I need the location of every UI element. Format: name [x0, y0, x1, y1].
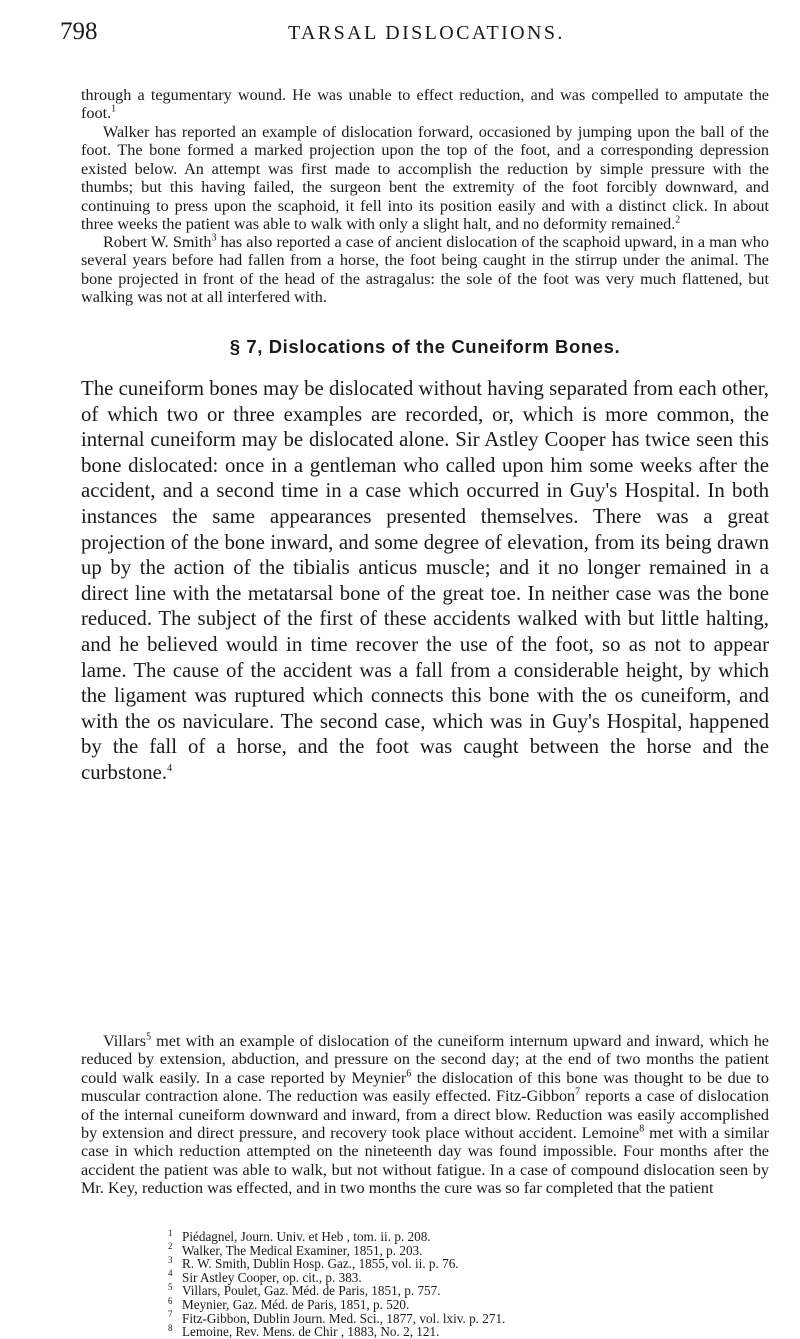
footnote-text: Villars, Poulet, Gaz. Méd. de Paris, 1851, p. 757.: [182, 1283, 441, 1299]
footnote: 8 Lemoine, Rev. Mens. de Chir , 1883, No. 2, 121.: [168, 1322, 440, 1339]
paragraph-text: reports a case of dislocation of the internal cuneiform downward and inward, from a direct blow. Reduction was easily accomplished by extension and direct pressure, and recovery took place without accident. Lemoine: [81, 1087, 769, 1143]
footnote-text: R. W. Smith, Dublin Hosp. Gaz., 1855, vol. ii. p. 76.: [182, 1256, 459, 1272]
footnote-ref: 8: [639, 1123, 645, 1135]
footnote: 1 Piédagnel, Journ. Univ. et Heb , tom. ii. p. 208.: [168, 1227, 431, 1244]
footnote-text: Meynier, Gaz. Méd. de Paris, 1851, p. 520.: [182, 1296, 410, 1312]
footnote-ref: 1: [111, 104, 117, 116]
footnotes: [168, 1227, 768, 1339]
footnote-text: Lemoine, Rev. Mens. de Chir , 1883, No. 2, 121.: [182, 1324, 440, 1339]
paragraph-text: Robert W. Smith: [103, 233, 212, 251]
footnote: 3 R. W. Smith, Dublin Hosp. Gaz., 1855, vol. ii. p. 76.: [168, 1254, 459, 1272]
footnote-text: Piédagnel, Journ. Univ. et Heb , tom. ii. p. 208.: [182, 1229, 431, 1244]
page-number: 798: [60, 18, 98, 45]
footnote-text: Walker, The Medical Examiner, 1851, p. 203.: [182, 1242, 423, 1258]
footnote-ref: 3: [211, 232, 217, 244]
footnote: 5 Villars, Poulet, Gaz. Méd. de Paris, 1851, p. 757.: [168, 1281, 441, 1299]
paragraph-text: through a tegumentary wound. He was unable to effect reduction, and was compelled to amputate the foot.: [81, 86, 769, 123]
paragraph-text: the dislocation of this bone was thought to be due to muscular contraction alone. The reduction was easily effected. Fitz-Gibbon: [81, 1068, 769, 1106]
paragraph-text: has also reported a case of ancient dislocation of the scaphoid upward, in a man who several years before had fallen from a horse, the foot being caught in the stirrup under the animal. The bone projected in front of the head of the astragalus: the sole of the foot was very much flattened, but walking was not at all interfered with.: [81, 233, 769, 307]
paragraph-text: Villars: [103, 1032, 147, 1050]
paragraph-text: met with an example of dislocation of the cuneiform internum upward and inward, which he reduced by extension, abduction, and pressure on the second day; at the end of two months the patient could walk easily. In a case reported by Meynier: [81, 1032, 769, 1087]
paragraph-cuneiform: [81, 376, 769, 786]
paragraph-continuation: [81, 86, 769, 123]
footnote-ref: 6: [406, 1068, 412, 1080]
paragraph-text: Walker has reported an example of dislocation forward, occasioned by jumping upon the ball of the foot. The bone formed a marked projection upon the top of the foot, and a corresponding depression existed below. An attempt was first made to accomplish the reduction by simple pressure with the thumbs; but this having failed, the surgeon bent the extremity of the foot forcibly downward, and continuing to press upon the scaphoid, it fell into its position easily and with a distinct click. In about three weeks the patient was able to walk with only a slight halt, and no deformity remained.: [81, 123, 769, 234]
paragraph-walker: [81, 123, 769, 233]
footnote-ref: 5: [146, 1031, 152, 1043]
footnote-text: Sir Astley Cooper, op. cit., p. 383.: [182, 1269, 362, 1285]
running-head: TARSAL DISLOCATIONS.: [288, 22, 565, 44]
paragraph-text: met with a similar case in which reduction attempted on the nineteenth day was found impossible. Four months after the accident the patient was able to walk, but not without fatigue. In a case of compound dislocation seen by Mr. Key, reduction was effected, and in two months the cure was so far completed that the patient: [81, 1124, 769, 1198]
page-header: [60, 18, 760, 58]
footnote: 6 Meynier, Gaz. Méd. de Paris, 1851, p. 520.: [168, 1295, 410, 1312]
footnote-text: Fitz-Gibbon, Dublin Journ. Med. Sci., 1877, vol. lxiv. p. 271.: [182, 1310, 506, 1326]
footnote: 2 Walker, The Medical Examiner, 1851, p. 203.: [168, 1241, 423, 1258]
paragraph-text: The cuneiform bones may be dislocated without having separated from each other, of which two or three examples are recorded, or, which is more common, the internal cuneiform may be dislocated alone. Sir Astley Cooper has twice seen this bone dislocated: once in a gentleman who called upon him some weeks after the accident, and a second time in a case which occurred in Guy's Hospital. In both instances the same appearances presented themselves. There was a great projection of the bone inward, and some degree of elevation, from its being drawn up by the action of the tibialis anticus muscle; and it no longer remained in a direct line with the metatarsal bone of the great toe. In neither case was the bone reduced. The subject of the first of these accidents walked with but little halting, and he believed would in time recover the use of the foot, so as not to appear lame. The cause of the accident was a fall from a considerable height, by which the ligament was ruptured which connects this bone with the os cuneiform, and with the os naviculare. The second case, which was in Guy's Hospital, happened by the fall of a horse, and the foot was caught between the horse and the curbstone.: [81, 377, 769, 784]
footnote: 7 Fitz-Gibbon, Dublin Journ. Med. Sci., 1877, vol. lxiv. p. 271.: [168, 1309, 506, 1326]
paragraph-smith: [81, 233, 769, 307]
footnote: 4 Sir Astley Cooper, op. cit., p. 383.: [168, 1268, 362, 1285]
footnote-ref: 2: [675, 214, 681, 226]
footnote-ref: 7: [575, 1086, 581, 1098]
section-heading: § 7, Dislocations of the Cuneiform Bones.: [229, 336, 621, 357]
paragraph-villars: [81, 1032, 769, 1198]
footnote-ref: 4: [167, 762, 173, 774]
